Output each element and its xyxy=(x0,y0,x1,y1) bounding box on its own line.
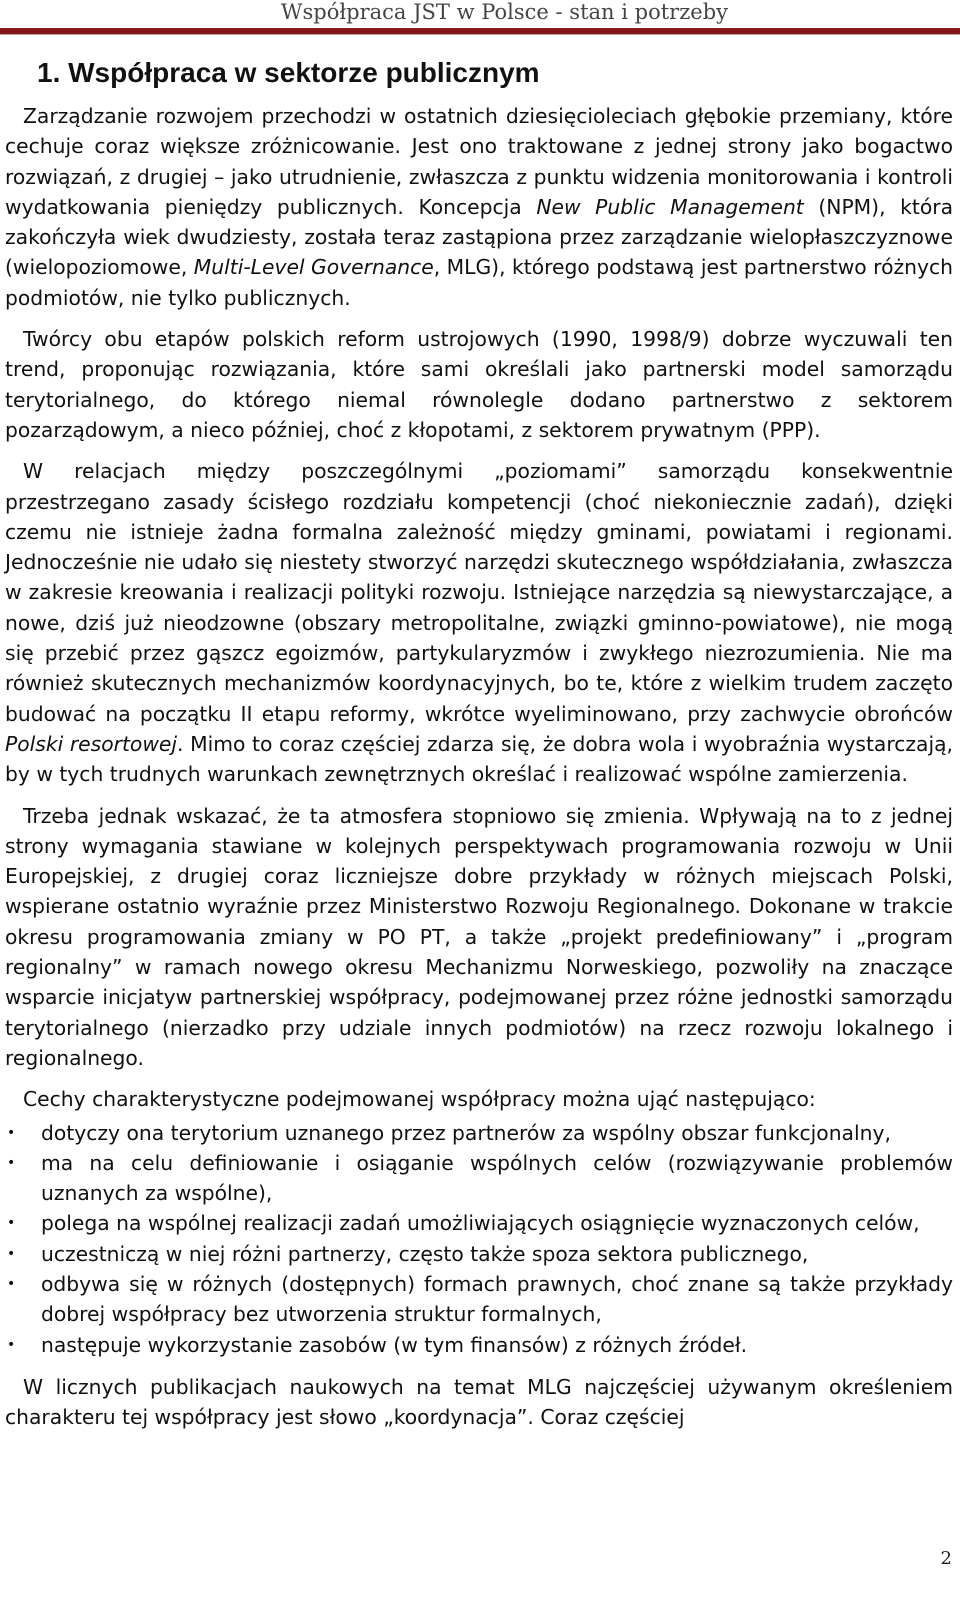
bullet-icon: • xyxy=(7,1275,16,1292)
paragraph-5: Cechy charakterystyczne podejmowanej współpracy można ująć następująco: xyxy=(23,1087,816,1112)
list-item-text: uczestniczą w niej różni partnerzy, często także spoza sektora publicznego, xyxy=(41,1241,809,1266)
bullet-icon: • xyxy=(7,1245,16,1262)
paragraph-6: W licznych publikacjach naukowych na temat MLG najczęściej używanym określeniem charakteru tej współpracy jest słowo „koordynacja”. Coraz częściej xyxy=(5,1374,953,1430)
paragraph-4: Trzeba jednak wskazać, że ta atmosfera stopniowo się zmienia. Wpływają na to z jednej strony wymagania stawiane w kolejnych perspektywach programowania rozwoju w Unii Europejskiej, z drugiej coraz liczniejsze dobre przykłady w różnych miejscach Polski, wspierane ostatnio wyraźnie przez Ministerstwo Rozwoju Regionalnego. Dokonane w trakcie okresu programowania zmiany w PO PT, a także „projekt predefiniowany” i „program regionalny” w ramach nowego okresu Mechanizmu Norweskiego, pozwoliły na znaczące wsparcie inicjatyw partnerskiej współpracy, podejmowanej przez różne jednostki samorządu terytorialnego (nierzadko przy udziale innych podmiotów) na rzecz rozwoju lokalnego i regionalnego. xyxy=(5,803,953,1070)
paragraph-1 xyxy=(5,101,953,313)
list-item-text: odbywa się w różnych (dostępnych) formach prawnych, choć znane są także przykłady dobrej współpracy bez utworzenia struktur formalnych, xyxy=(41,1271,953,1327)
page-number: 2 xyxy=(940,1548,952,1569)
list-item-text: ma na celu definiowanie i osiąganie wspólnych celów (rozwiązywanie problemów uznanych za wspólne), xyxy=(41,1150,953,1206)
list-item xyxy=(5,1148,953,1209)
list-item xyxy=(5,1118,953,1148)
section-heading: 1. Współpraca w sektorze publicznym xyxy=(37,57,540,88)
p3-text-1: W relacjach między poszczególnymi „poziomami” samorządu konsekwentnie przestrzegano zasady ścisłego rozdziału kompetencji (choć niekoniecznie zadań), dzięki czemu nie istnieje żadna formalna zależność między gminami, powiatami i regionami. Jednocześnie nie udało się niestety stworzyć narzędzi skutecznego współdziałania, zwłaszcza w zakresie kreowania i realizacji polityki rozwoju. Istniejące narzędzia są niewystarczające, a nowe, dziś już nieodzowne (obszary metropolitalne, związki gminno-powiatowe), nie mogą się przebić przez gąszcz egoizmów, partykularyzmów i zwykłego niezrozumienia. Nie ma również skutecznych mechanizmów koordynacyjnych, bo te, które z wielkim trudem zaczęto budować na początku II etapu reformy, wkrótce wyeliminowano, przy zachwycie obrońców xyxy=(5,459,953,726)
document-body xyxy=(5,55,953,1443)
p1-italic-mlg: Multi-Level Governance xyxy=(193,255,434,280)
list-item-text: następuje wykorzystanie zasobów (w tym finansów) z różnych źródeł. xyxy=(41,1332,748,1357)
p1-text-2: (NPM), która zakończyła wiek dwudziesty, została teraz zastąpiona przez zarządzanie wielopłaszczyznowe (wielopoziomowe, xyxy=(5,194,954,280)
p3-text-2: . Mimo to coraz częściej zdarza się, że dobra wola i wyobraźnia wystarczają, by w tych trudnych warunkach zewnętrznych określać i realizować wspólne zamierzenia. xyxy=(5,731,953,787)
bullet-icon: • xyxy=(7,1124,16,1141)
running-title: Współpraca JST w Polsce - stan i potrzeby xyxy=(280,0,728,24)
p3-italic: Polski resortowej xyxy=(5,731,178,756)
list-item-text: dotyczy ona terytorium uznanego przez partnerów za wspólny obszar funkcjonalny, xyxy=(41,1120,891,1145)
list-item xyxy=(5,1330,953,1360)
bullet-icon: • xyxy=(7,1154,16,1171)
paragraph-3 xyxy=(5,456,953,789)
list-item xyxy=(5,1208,953,1238)
list-item-text: polega na wspólnej realizacji zadań umożliwiających osiągnięcie wyznaczonych celów, xyxy=(41,1211,920,1236)
bullet-icon: • xyxy=(7,1336,16,1353)
p1-text-3: , MLG), którego podstawą jest partnerstwo różnych podmiotów, nie tylko publicznych. xyxy=(5,255,953,310)
header-rule xyxy=(0,28,960,35)
paragraph-2: Twórcy obu etapów polskich reform ustrojowych (1990, 1998/9) dobrze wyczuwali ten trend, proponując rozwiązania, które sami określali jako partnerski model samorządu terytorialnego, do którego niemal równolegle dodano partnerstwo z sektorem pozarządowym, a nieco później, choć z kłopotami, z sektorem prywatnym (PPP). xyxy=(5,327,953,442)
p1-italic-npm: New Public Management xyxy=(536,194,804,219)
features-list xyxy=(5,1118,953,1360)
bullet-icon: • xyxy=(7,1215,16,1232)
running-header xyxy=(0,0,960,38)
p1-text-1: Zarządzanie rozwojem przechodzi w ostatnich dziesięcioleciach głębokie przemiany, które cechuje coraz większe zróżnicowanie. Jest ono traktowane z jednej strony jako bogactwo rozwiązań, z drugiej – jako utrudnienie, zwłaszcza z punktu widzenia monitorowania i kontroli wydatkowania pieniędzy publicznych. Koncepcja xyxy=(5,104,953,219)
list-item xyxy=(5,1269,953,1330)
list-item xyxy=(5,1239,953,1269)
